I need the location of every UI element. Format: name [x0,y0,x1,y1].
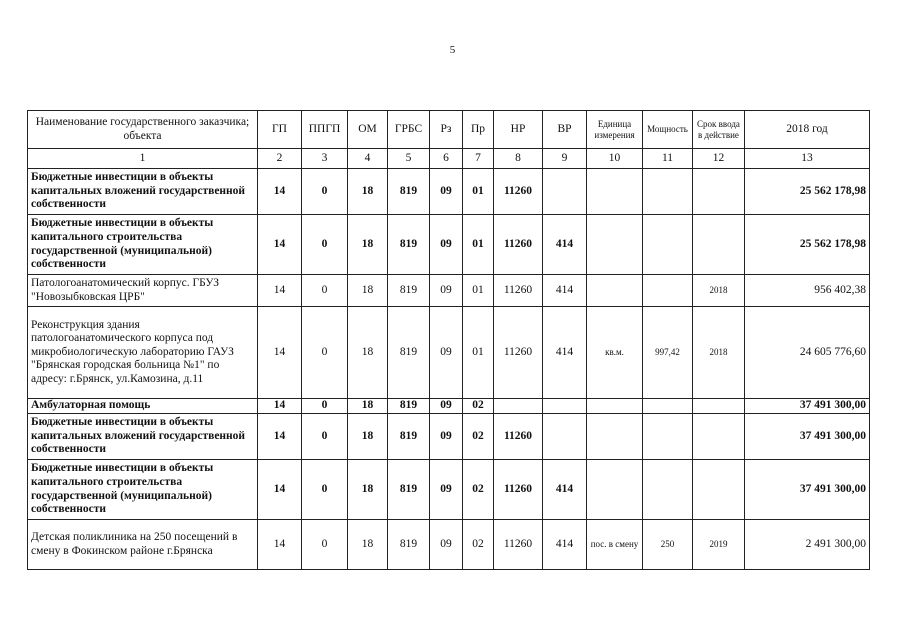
cell-grbs: 819 [388,169,430,215]
cell-name: Бюджетные инвестиции в объекты капитальных вложений государственной собственности [28,414,258,460]
cell-om: 18 [348,307,388,399]
table-row [28,414,870,460]
cell-gp: 14 [258,169,302,215]
cell-nr: 11260 [494,307,543,399]
cell-power [643,414,693,460]
cell-power [643,275,693,307]
cell-rz: 09 [430,414,463,460]
cell-term [693,169,745,215]
column-number: 9 [543,149,587,169]
cell-vr: 414 [543,460,587,520]
cell-pr: 01 [463,215,494,275]
cell-grbs: 819 [388,215,430,275]
cell-ppgp: 0 [302,307,348,399]
column-number: 12 [693,149,745,169]
cell-nr: 11260 [494,460,543,520]
cell-ppgp: 0 [302,275,348,307]
cell-unit [587,460,643,520]
cell-unit [587,414,643,460]
cell-amount: 956 402,38 [745,275,870,307]
table-row [28,215,870,275]
cell-unit [587,169,643,215]
cell-gp: 14 [258,399,302,414]
cell-name: Амбулаторная помощь [28,399,258,414]
cell-power: 250 [643,520,693,570]
cell-rz: 09 [430,169,463,215]
column-number: 11 [643,149,693,169]
cell-ppgp: 0 [302,399,348,414]
cell-term [693,215,745,275]
cell-pr: 02 [463,399,494,414]
cell-unit [587,275,643,307]
cell-rz: 09 [430,520,463,570]
cell-rz: 09 [430,275,463,307]
cell-rz: 09 [430,460,463,520]
cell-term [693,399,745,414]
cell-amount: 37 491 300,00 [745,414,870,460]
header-cell: Срок ввода в действие [693,111,745,149]
column-number-row [28,149,870,169]
cell-ppgp: 0 [302,169,348,215]
column-number: 10 [587,149,643,169]
cell-gp: 14 [258,215,302,275]
header-cell: Единица измерения [587,111,643,149]
column-number: 6 [430,149,463,169]
cell-vr: 414 [543,520,587,570]
cell-rz: 09 [430,307,463,399]
cell-om: 18 [348,399,388,414]
cell-ppgp: 0 [302,460,348,520]
cell-om: 18 [348,460,388,520]
cell-pr: 02 [463,460,494,520]
cell-nr [494,399,543,414]
column-number: 7 [463,149,494,169]
cell-rz: 09 [430,215,463,275]
cell-gp: 14 [258,414,302,460]
cell-name: Патологоанатомический корпус. ГБУЗ "Новозыбковская ЦРБ" [28,275,258,307]
header-cell: Наименование государственного заказчика; объекта [28,111,258,149]
cell-amount: 37 491 300,00 [745,460,870,520]
cell-nr: 11260 [494,520,543,570]
header-cell: ГП [258,111,302,149]
cell-pr: 02 [463,520,494,570]
cell-power [643,399,693,414]
cell-unit: кв.м. [587,307,643,399]
column-number: 5 [388,149,430,169]
cell-vr [543,414,587,460]
cell-gp: 14 [258,460,302,520]
cell-amount: 25 562 178,98 [745,215,870,275]
cell-ppgp: 0 [302,414,348,460]
table-row [28,399,870,414]
cell-grbs: 819 [388,307,430,399]
cell-pr: 02 [463,414,494,460]
header-cell: Рз [430,111,463,149]
cell-vr: 414 [543,275,587,307]
column-number: 3 [302,149,348,169]
cell-gp: 14 [258,520,302,570]
table-row [28,520,870,570]
cell-power [643,460,693,520]
cell-ppgp: 0 [302,520,348,570]
cell-unit [587,399,643,414]
cell-grbs: 819 [388,460,430,520]
cell-om: 18 [348,520,388,570]
page-number: 5 [449,44,456,56]
column-number: 13 [745,149,870,169]
cell-vr [543,169,587,215]
cell-vr: 414 [543,307,587,399]
cell-name: Бюджетные инвестиции в объекты капитального строительства государственной (муниципальной) собственности [28,215,258,275]
cell-om: 18 [348,215,388,275]
cell-name: Бюджетные инвестиции в объекты капитального строительства государственной (муниципальной) собственности [28,460,258,520]
header-cell: ППГП [302,111,348,149]
cell-vr [543,399,587,414]
cell-nr: 11260 [494,169,543,215]
cell-grbs: 819 [388,399,430,414]
cell-om: 18 [348,275,388,307]
header-cell: НР [494,111,543,149]
cell-term: 2018 [693,307,745,399]
header-cell: ОМ [348,111,388,149]
cell-name: Бюджетные инвестиции в объекты капитальных вложений государственной собственности [28,169,258,215]
cell-nr: 11260 [494,414,543,460]
header-row [28,111,870,149]
cell-term [693,460,745,520]
cell-nr: 11260 [494,215,543,275]
cell-unit: пос. в смену [587,520,643,570]
cell-pr: 01 [463,169,494,215]
table-row [28,307,870,399]
table-row [28,169,870,215]
cell-term [693,414,745,460]
column-number: 2 [258,149,302,169]
cell-grbs: 819 [388,520,430,570]
cell-power: 997,42 [643,307,693,399]
cell-om: 18 [348,414,388,460]
cell-term: 2019 [693,520,745,570]
header-cell: Мощность [643,111,693,149]
cell-pr: 01 [463,307,494,399]
cell-gp: 14 [258,307,302,399]
cell-ppgp: 0 [302,215,348,275]
cell-power [643,215,693,275]
header-cell: ГРБС [388,111,430,149]
cell-pr: 01 [463,275,494,307]
cell-power [643,169,693,215]
cell-unit [587,215,643,275]
cell-rz: 09 [430,399,463,414]
header-cell: Пр [463,111,494,149]
cell-term: 2018 [693,275,745,307]
cell-om: 18 [348,169,388,215]
table-row [28,460,870,520]
table-row [28,275,870,307]
cell-vr: 414 [543,215,587,275]
cell-amount: 24 605 776,60 [745,307,870,399]
column-number: 4 [348,149,388,169]
cell-amount: 25 562 178,98 [745,169,870,215]
cell-grbs: 819 [388,275,430,307]
header-cell: 2018 год [745,111,870,149]
budget-table [27,110,870,570]
cell-amount: 37 491 300,00 [745,399,870,414]
column-number: 8 [494,149,543,169]
cell-grbs: 819 [388,414,430,460]
cell-gp: 14 [258,275,302,307]
cell-amount: 2 491 300,00 [745,520,870,570]
column-number: 1 [28,149,258,169]
cell-name: Реконструкция здания патологоанатомического корпуса под микробиологическую лабораторию ГАУЗ "Брянская городская больница №1" по адресу: г.Брянск, ул.Камозина, д.11 [28,307,258,399]
cell-nr: 11260 [494,275,543,307]
header-cell: ВР [543,111,587,149]
cell-name: Детская поликлиника на 250 посещений в смену в Фокинском районе г.Брянска [28,520,258,570]
